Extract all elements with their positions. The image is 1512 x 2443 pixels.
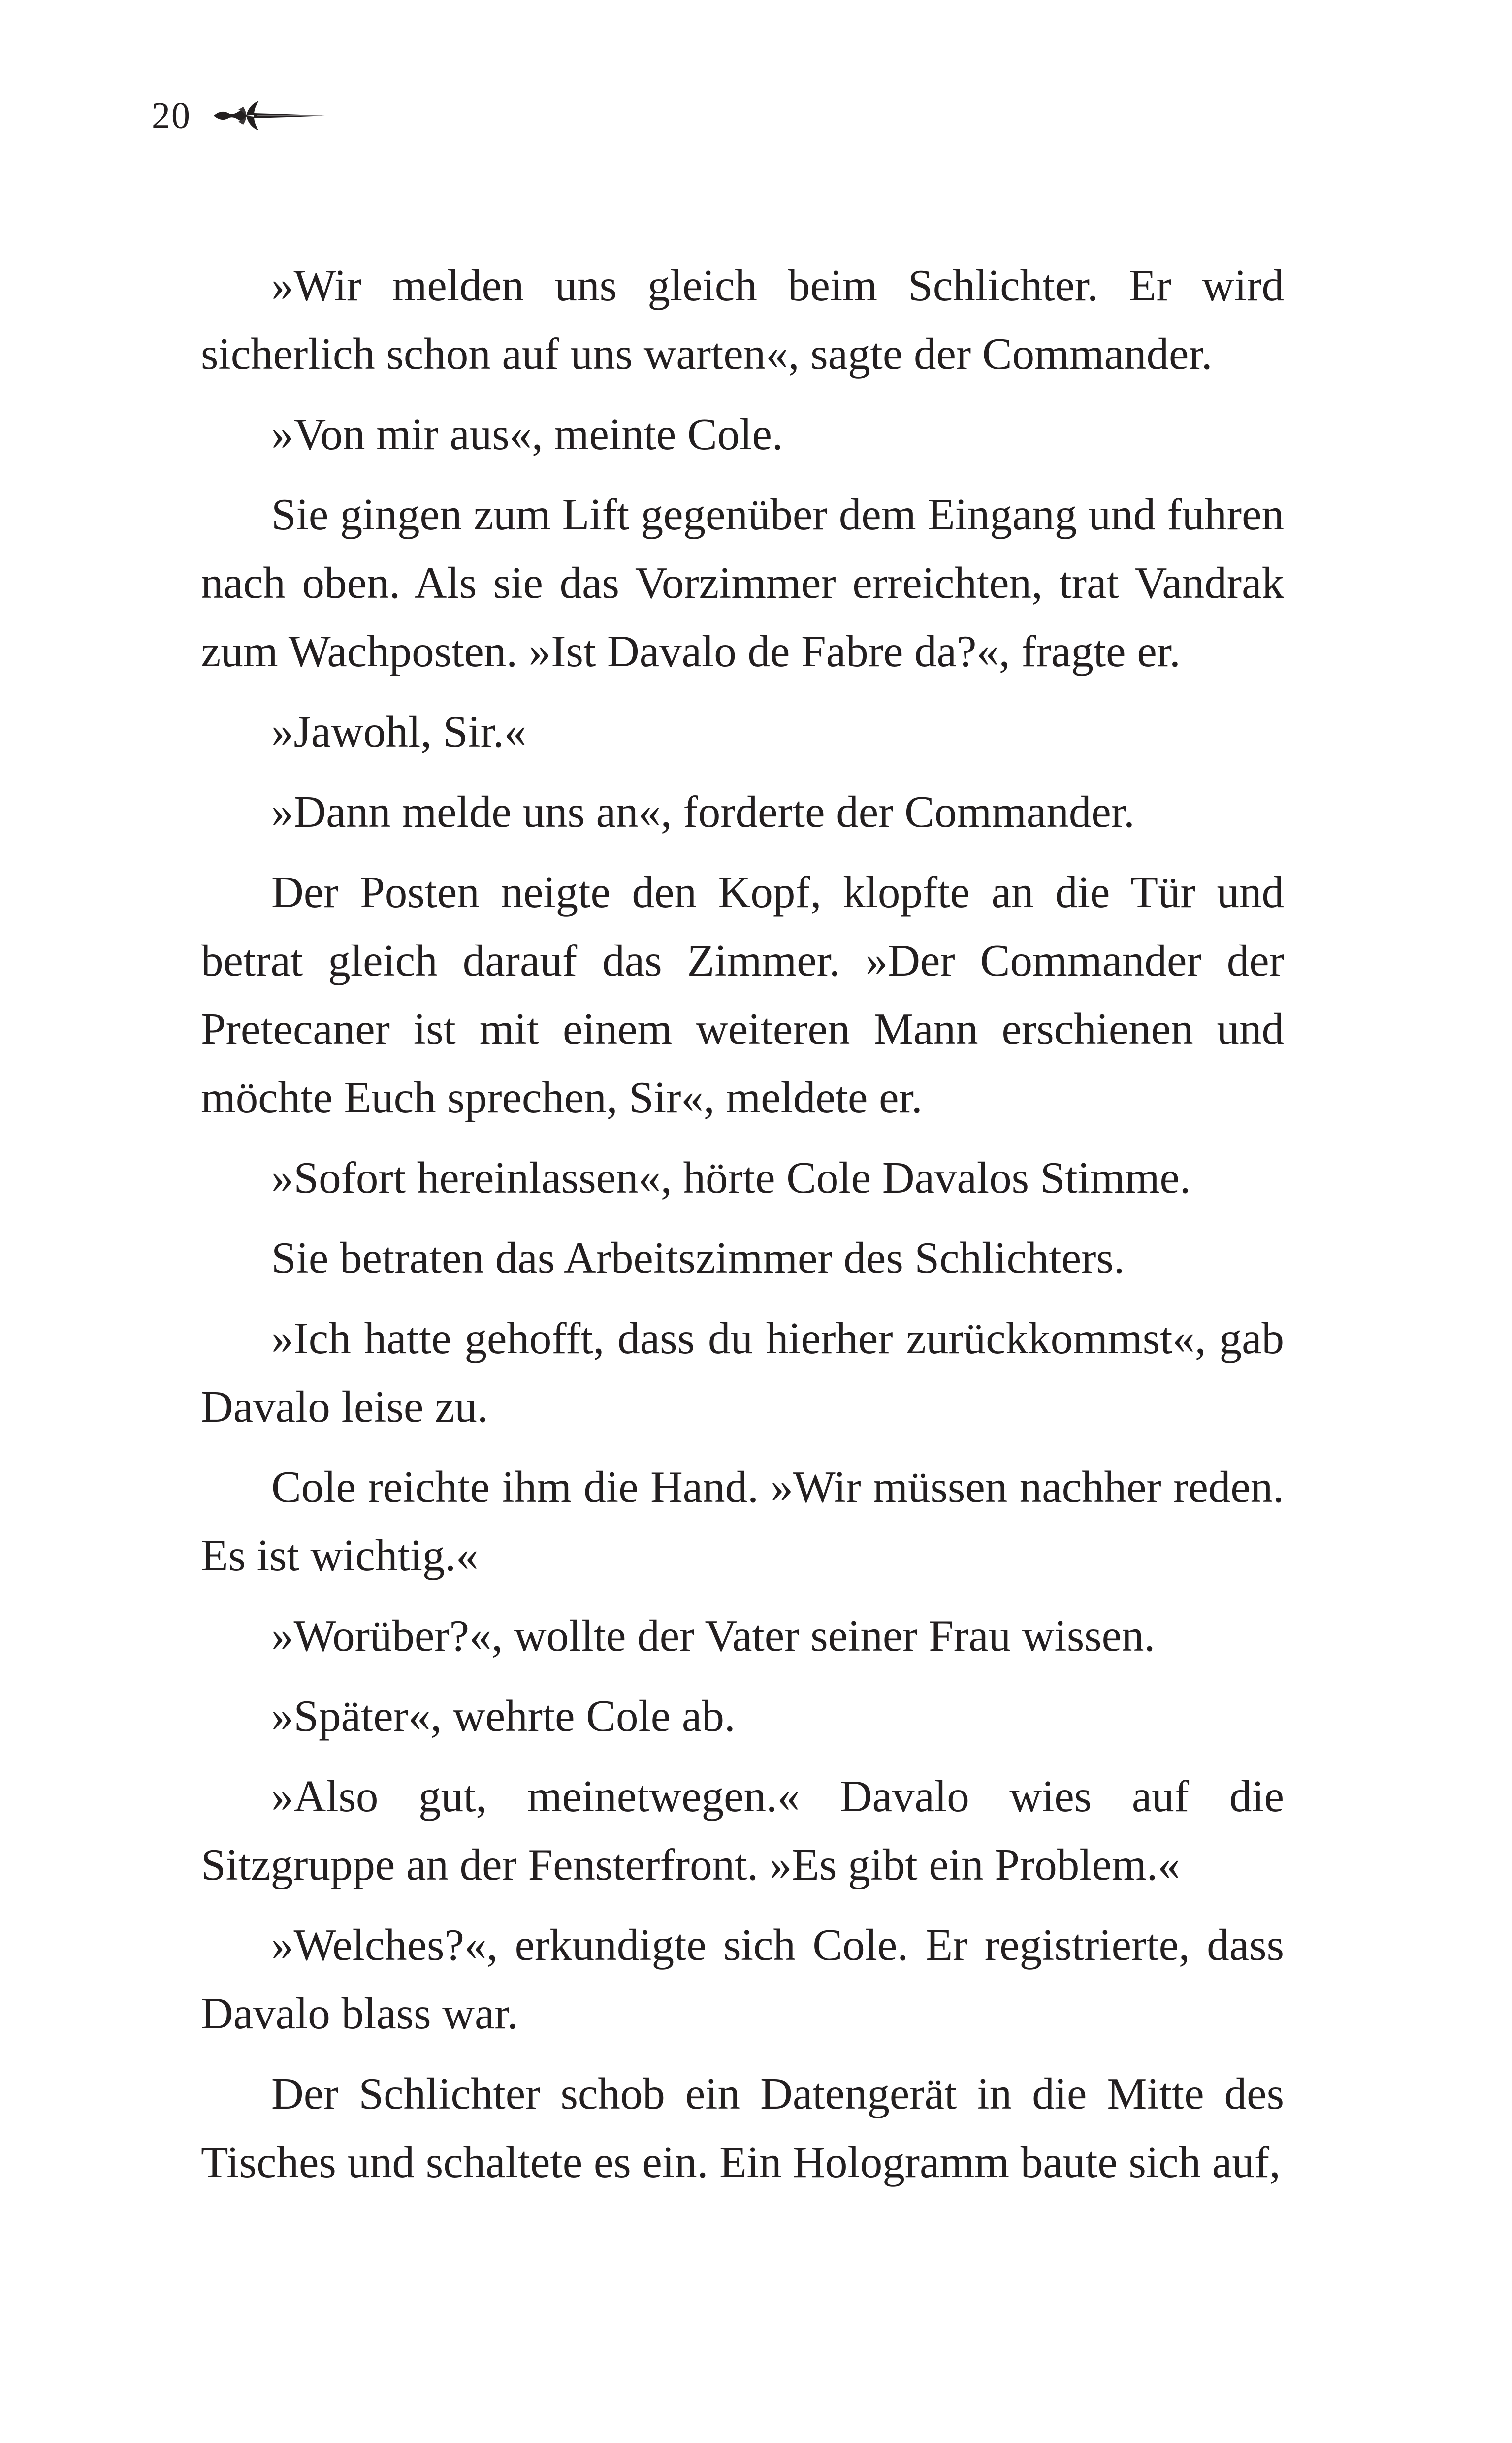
paragraph: »Also gut, meinetwegen.« Davalo wies auf die Sitzgruppe an der Fensterfront. »Es gibt ein Problem.« [201,1771,1284,1889]
paragraph: »Dann melde uns an«, forderte der Commander. [271,787,1135,837]
paragraph: Cole reichte ihm die Hand. »Wir müssen nachher reden. Es ist wichtig.« [201,1462,1284,1580]
paragraph: »Wir melden uns gleich beim Schlichter. Er wird sicherlich schon auf uns warten«, sagte der Commander. [201,261,1284,379]
paragraph: »Sofort hereinlassen«, hörte Cole Davalos Stimme. [271,1153,1191,1203]
paragraph: »Ich hatte gehofft, dass du hierher zurückkommst«, gab Davalo leise zu. [201,1313,1284,1432]
paragraph: »Worüber?«, wollte der Vater seiner Frau wissen. [271,1611,1156,1661]
paragraph: Sie betraten das Arbeitszimmer des Schlichters. [271,1233,1125,1283]
paragraph: »Welches?«, erkundigte sich Cole. Er registrierte, dass Davalo blass war. [201,1920,1284,2038]
paragraph: Sie gingen zum Lift gegenüber dem Eingang und fuhren nach oben. Als sie das Vorzimmer erreichten, trat Vandrak zum Wachposten. »Ist Davalo de Fabre da?«, fragte er. [201,489,1284,676]
page-header [152,94,326,138]
page-number: 20 [152,95,191,136]
body-text [201,251,1284,2196]
paragraph: »Jawohl, Sir.« [271,707,527,756]
paragraph: »Von mir aus«, meinte Cole. [271,409,783,459]
paragraph: Der Schlichter schob ein Datengerät in die Mitte des Tisches und schaltete es ein. Ein Hologramm baute sich auf, [201,2069,1284,2187]
dagger-ornament-icon [213,96,326,135]
paragraph: Der Posten neigte den Kopf, klopfte an die Tür und betrat gleich darauf das Zimmer. »Der Commander der Pretecaner ist mit einem weiteren Mann erschienen und möchte Euch sprechen, Sir«, meldete er. [201,867,1284,1122]
paragraph: »Später«, wehrte Cole ab. [271,1691,736,1741]
